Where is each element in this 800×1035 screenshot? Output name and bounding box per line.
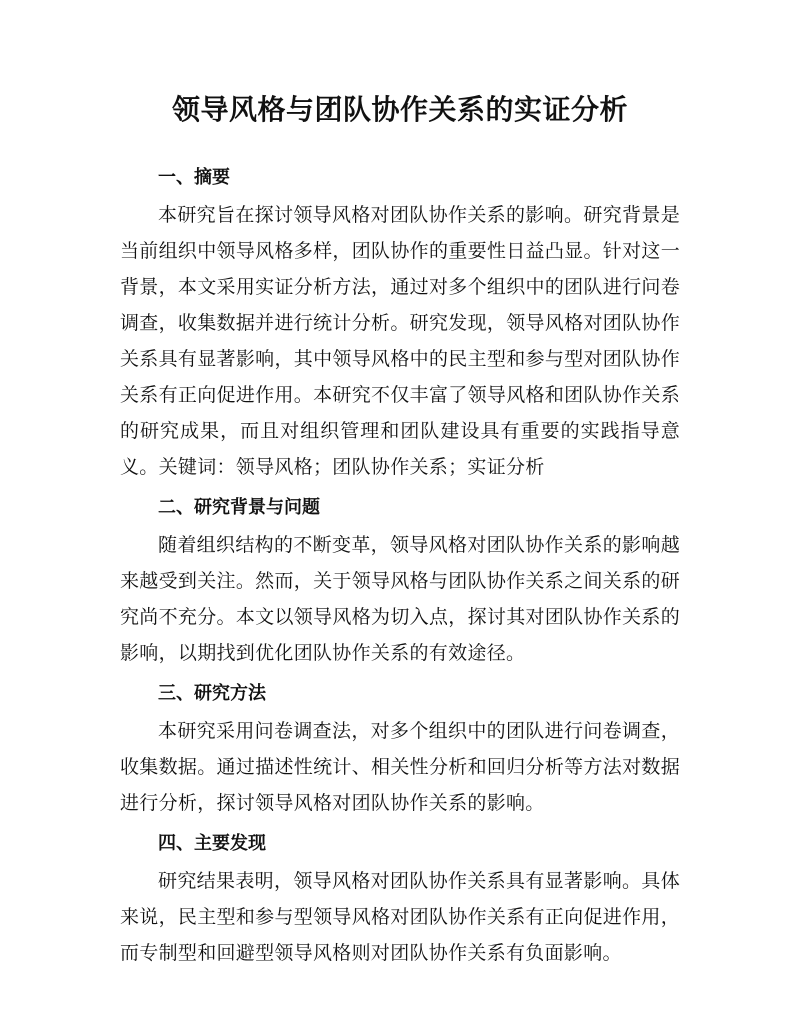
- section-heading: 一、摘要: [158, 167, 230, 188]
- section-paragraph: 随着组织结构的不断变革，领导风格对团队协作关系的影响越来越受到关注。然而，关于领导风格与团队协作关系之间关系的研究尚不充分。本文以领导风格为切入点，探讨其对团队协作关系的影响，以期找到优化团队协作关系的有效途径。: [120, 534, 680, 664]
- section-findings: [120, 829, 680, 971]
- document-title: 领导风格与团队协作关系的实证分析: [171, 93, 628, 126]
- section-paragraph: 研究结果表明，领导风格对团队协作关系具有显著影响。具体来说，民主型和参与型领导风格对团队协作关系有正向促进作用，而专制型和回避型领导风格则对团队协作关系有负面影响。: [120, 870, 680, 964]
- section-background: [120, 493, 680, 671]
- section-heading: 三、研究方法: [158, 683, 266, 704]
- section-method: [120, 679, 680, 821]
- section-paragraph: 本研究旨在探讨领导风格对团队协作关系的影响。研究背景是当前组织中领导风格多样，团队协作的重要性日益凸显。针对这一背景，本文采用实证分析方法，通过对多个组织中的团队进行问卷调查，收集数据并进行统计分析。研究发现，领导风格对团队协作关系具有显著影响，其中领导风格中的民主型和参与型对团队协作关系有正向促进作用。本研究不仅丰富了领导风格和团队协作关系的研究成果，而且对组织管理和团队建设具有重要的实践指导意义。关键词：领导风格；团队协作关系；实证分析: [120, 204, 680, 478]
- section-heading: 四、主要发现: [158, 833, 266, 854]
- section-paragraph: 本研究采用问卷调查法，对多个组织中的团队进行问卷调查，收集数据。通过描述性统计、相关性分析和回归分析等方法对数据进行分析，探讨领导风格对团队协作关系的影响。: [120, 720, 680, 814]
- section-heading: 二、研究背景与问题: [158, 497, 320, 518]
- section-abstract: [120, 163, 680, 485]
